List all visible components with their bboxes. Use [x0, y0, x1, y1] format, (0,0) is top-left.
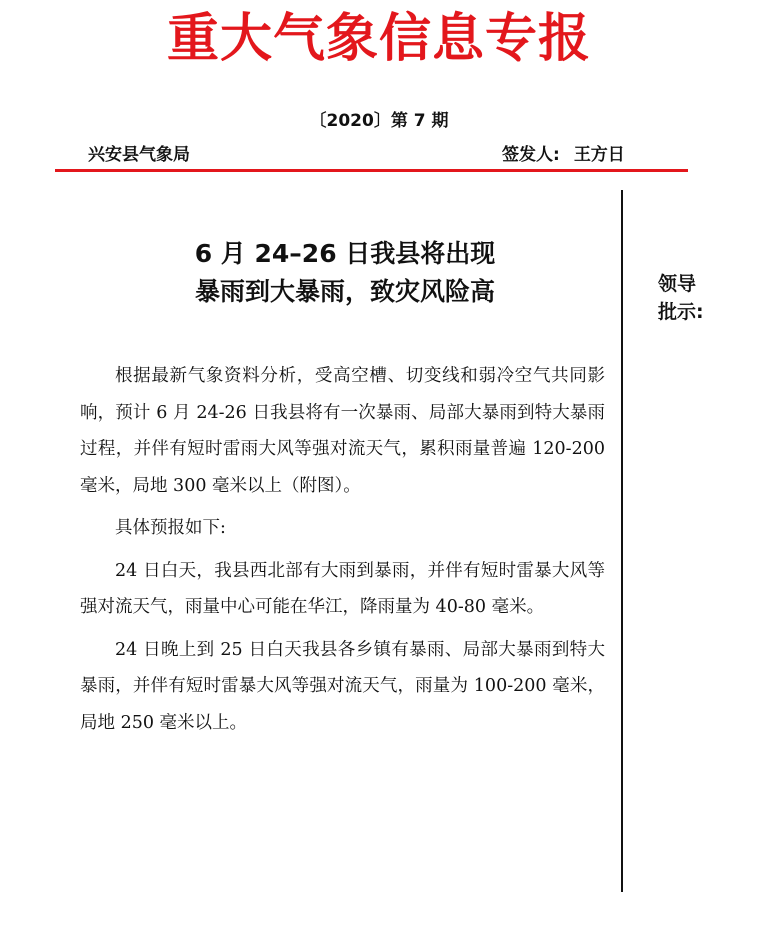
- approval-line-2: 批示:: [658, 301, 704, 323]
- body-paragraph-night24-day25: 24 日晚上到 25 日白天我县各乡镇有暴雨、局部大暴雨到特大暴雨，并伴有短时雷暴大风等强对流天气，雨量为 100-200 毫米，局地 250 毫米以上。: [80, 639, 605, 733]
- signer-name: 王方日: [573, 145, 625, 165]
- article-body: [80, 358, 605, 747]
- leader-approval-label: [658, 270, 704, 326]
- approval-line-1: 领导: [658, 273, 697, 295]
- body-paragraph-forecast-heading: 具体预报如下:: [115, 518, 226, 538]
- signer-block: [502, 142, 625, 168]
- article-title-line-2: 暴雨到大暴雨，致灾风险高: [194, 277, 495, 306]
- article-title-line-1: 6 月 24–26 日我县将出现: [194, 239, 496, 268]
- header-divider: [55, 169, 688, 172]
- issue-number: 〔2020〕第 7 期: [309, 111, 449, 131]
- margin-divider: [621, 190, 623, 892]
- issuing-agency: 兴安县气象局: [88, 145, 190, 165]
- body-paragraph-intro: 根据最新气象资料分析，受高空槽、切变线和弱冷空气共同影响，预计 6 月 24-26 日我县将有一次暴雨、局部大暴雨到特大暴雨过程，并伴有短时雷雨大风等强对流天气，累积雨量普遍 120-200 毫米，局地 300 毫米以上（附图）。: [80, 366, 605, 496]
- article-title: [80, 235, 610, 311]
- signer-label: 签发人:: [502, 145, 560, 165]
- masthead-title: 重大气象信息专报: [166, 9, 591, 69]
- body-paragraph-day24: 24 日白天，我县西北部有大雨到暴雨，并伴有短时雷暴大风等强对流天气，雨量中心可能在华江，降雨量为 40-80 毫米。: [80, 560, 605, 617]
